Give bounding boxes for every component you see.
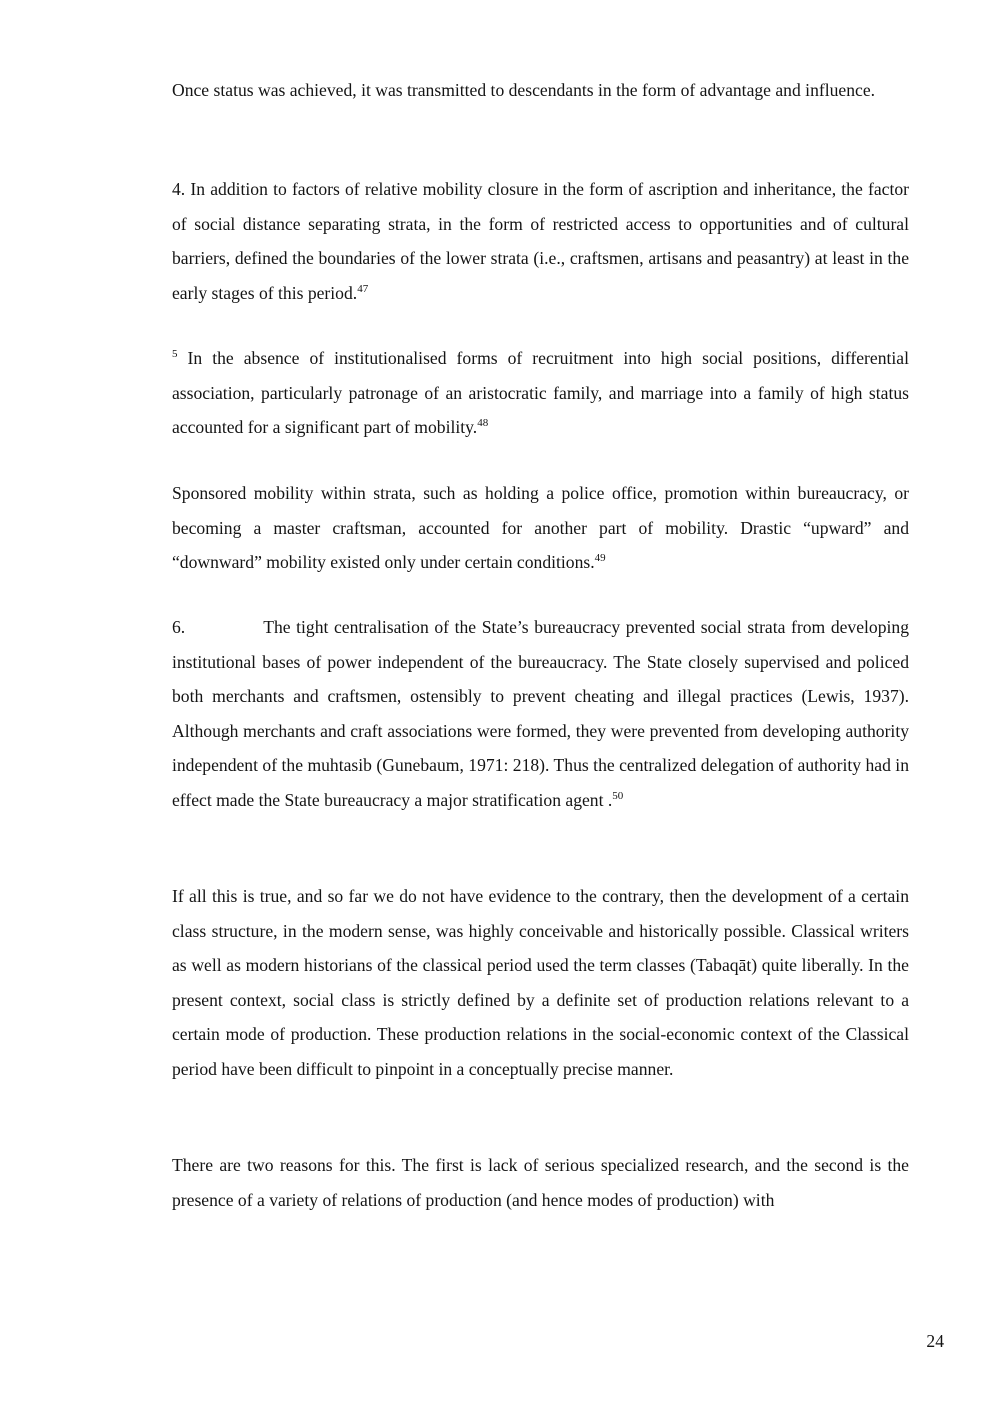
paragraph-two-reasons <box>172 1148 909 1217</box>
paragraph-6-centralisation <box>172 610 909 817</box>
footnote-ref-49: 49 <box>594 552 606 565</box>
paragraph-text: There are two reasons for this. The first is lack of serious specialized research, and the second is the presence of a variety of relations of production (and hence modes of production) with <box>172 1155 909 1210</box>
paragraph-text: Sponsored mobility within strata, such as holding a police office, promotion within bureaucracy, or becoming a master craftsman, accounted for another part of mobility. Drastic “upward” and “downward” mobility existed only under certain conditions. <box>172 483 909 572</box>
paragraph-text: Once status was achieved, it was transmitted to descendants in the form of advantage and influence. <box>172 80 876 100</box>
paragraph-sponsored-mobility <box>172 476 909 580</box>
paragraph-number-6: 6. <box>172 617 186 637</box>
paragraph-text: If all this is true, and so far we do not have evidence to the contrary, then the development of a certain class structure, in the modern sense, was highly conceivable and historically possible. Classical writers as well as modern historians of the classical period used the term classes (Tabaqāt) quite liberally. In the present context, social class is strictly defined by a definite set of production relations relevant to a certain mode of production. These production relations in the social-economic context of the Classical period have been difficult to pinpoint in a conceptually precise manner. <box>172 886 909 1079</box>
paragraph-4-social-distance <box>172 172 909 310</box>
footnote-ref-50: 50 <box>612 789 624 802</box>
paragraph-5-differential-association <box>172 341 909 445</box>
paragraph-number-5: 5 <box>172 348 178 361</box>
page-number: 24 <box>926 1331 944 1351</box>
paragraph-class-structure <box>172 879 909 1086</box>
paragraph-text: In the absence of institutionalised forms of recruitment into high social positions, differential association, particularly patronage of an aristocratic family, and marriage into a family of high status accounted for a significant part of mobility. <box>172 348 909 437</box>
footnote-ref-48: 48 <box>477 417 489 430</box>
paragraph-text: The tight centralisation of the State’s bureaucracy prevented social strata from developing institutional bases of power independent of the bureaucracy. The State closely supervised and policed both merchants and craftsmen, ostensibly to prevent cheating and illegal practices (Lewis, 1937). Although merchants and craft associations were formed, they were prevented from developing authority independent of the muhtasib (Gunebaum, 1971: 218). Thus the centralized delegation of authority had in effect made the State bureaucracy a major stratification agent . <box>172 617 909 810</box>
paragraph-text: 4. In addition to factors of relative mobility closure in the form of ascription and inheritance, the factor of social distance separating strata, in the form of restricted access to opportunities and of cultural barriers, defined the boundaries of the lower strata (i.e., craftsmen, artisans and peasantry) at least in the early stages of this period. <box>172 179 909 303</box>
paragraph-status-transmission <box>172 73 909 108</box>
footnote-ref-47: 47 <box>357 282 369 295</box>
